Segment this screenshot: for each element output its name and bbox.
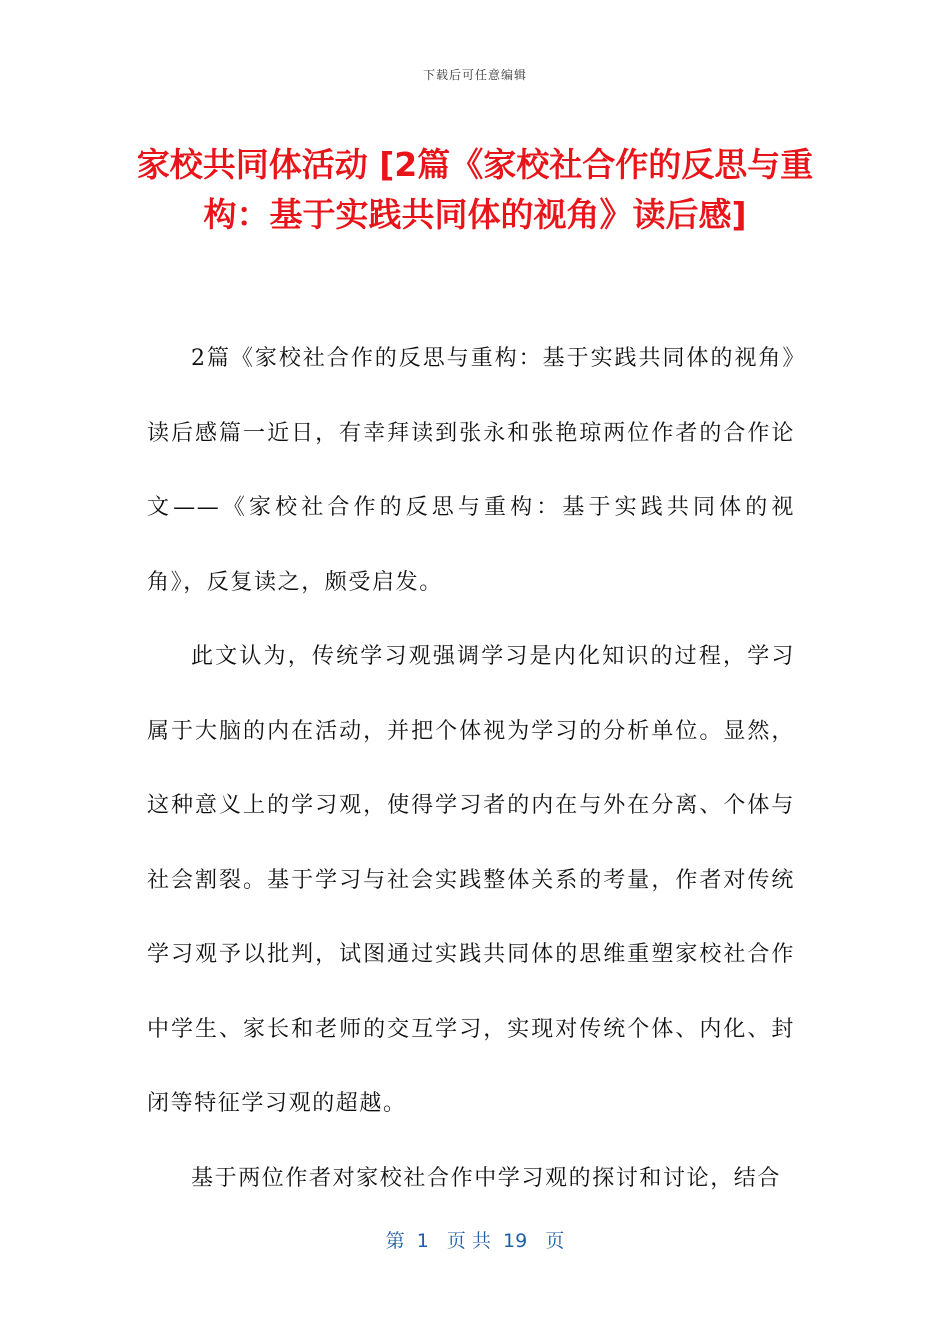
paragraph-3: 基于两位作者对家校社合作中学习观的探讨和讨论，结合 — [191, 1165, 782, 1191]
document-title: 家校共同体活动 [2篇《家校社合作的反思与重构：基于实践共同体的视角》读后感] — [136, 145, 814, 234]
paragraph-1: 2篇《家校社合作的反思与重构：基于实践共同体的视角》读后感篇一近日，有幸拜读到张永和张艳琼两位作者的合作论文——《家校社合作的反思与重构：基于实践共同体的视角》，反复读之，颇受启发。 — [147, 346, 795, 595]
page-number-footer: 第 1 页 共 19 页 — [385, 1230, 565, 1252]
header-note: 下载后可任意编辑 — [422, 68, 527, 82]
document-body — [147, 322, 795, 1216]
paragraph-2: 此文认为，传统学习观强调学习是内化知识的过程，学习属于大脑的内在活动，并把个体视为学习的分析单位。显然，这种意义上的学习观，使得学习者的内在与外在分离、个体与社会割裂。基于学习与社会实践整体关系的考量，作者对传统学习观予以批判，试图通过实践共同体的思维重塑家校社合作中学生、家长和老师的交互学习，实现对传统个体、内化、封闭等特征学习观的超越。 — [147, 644, 795, 1116]
